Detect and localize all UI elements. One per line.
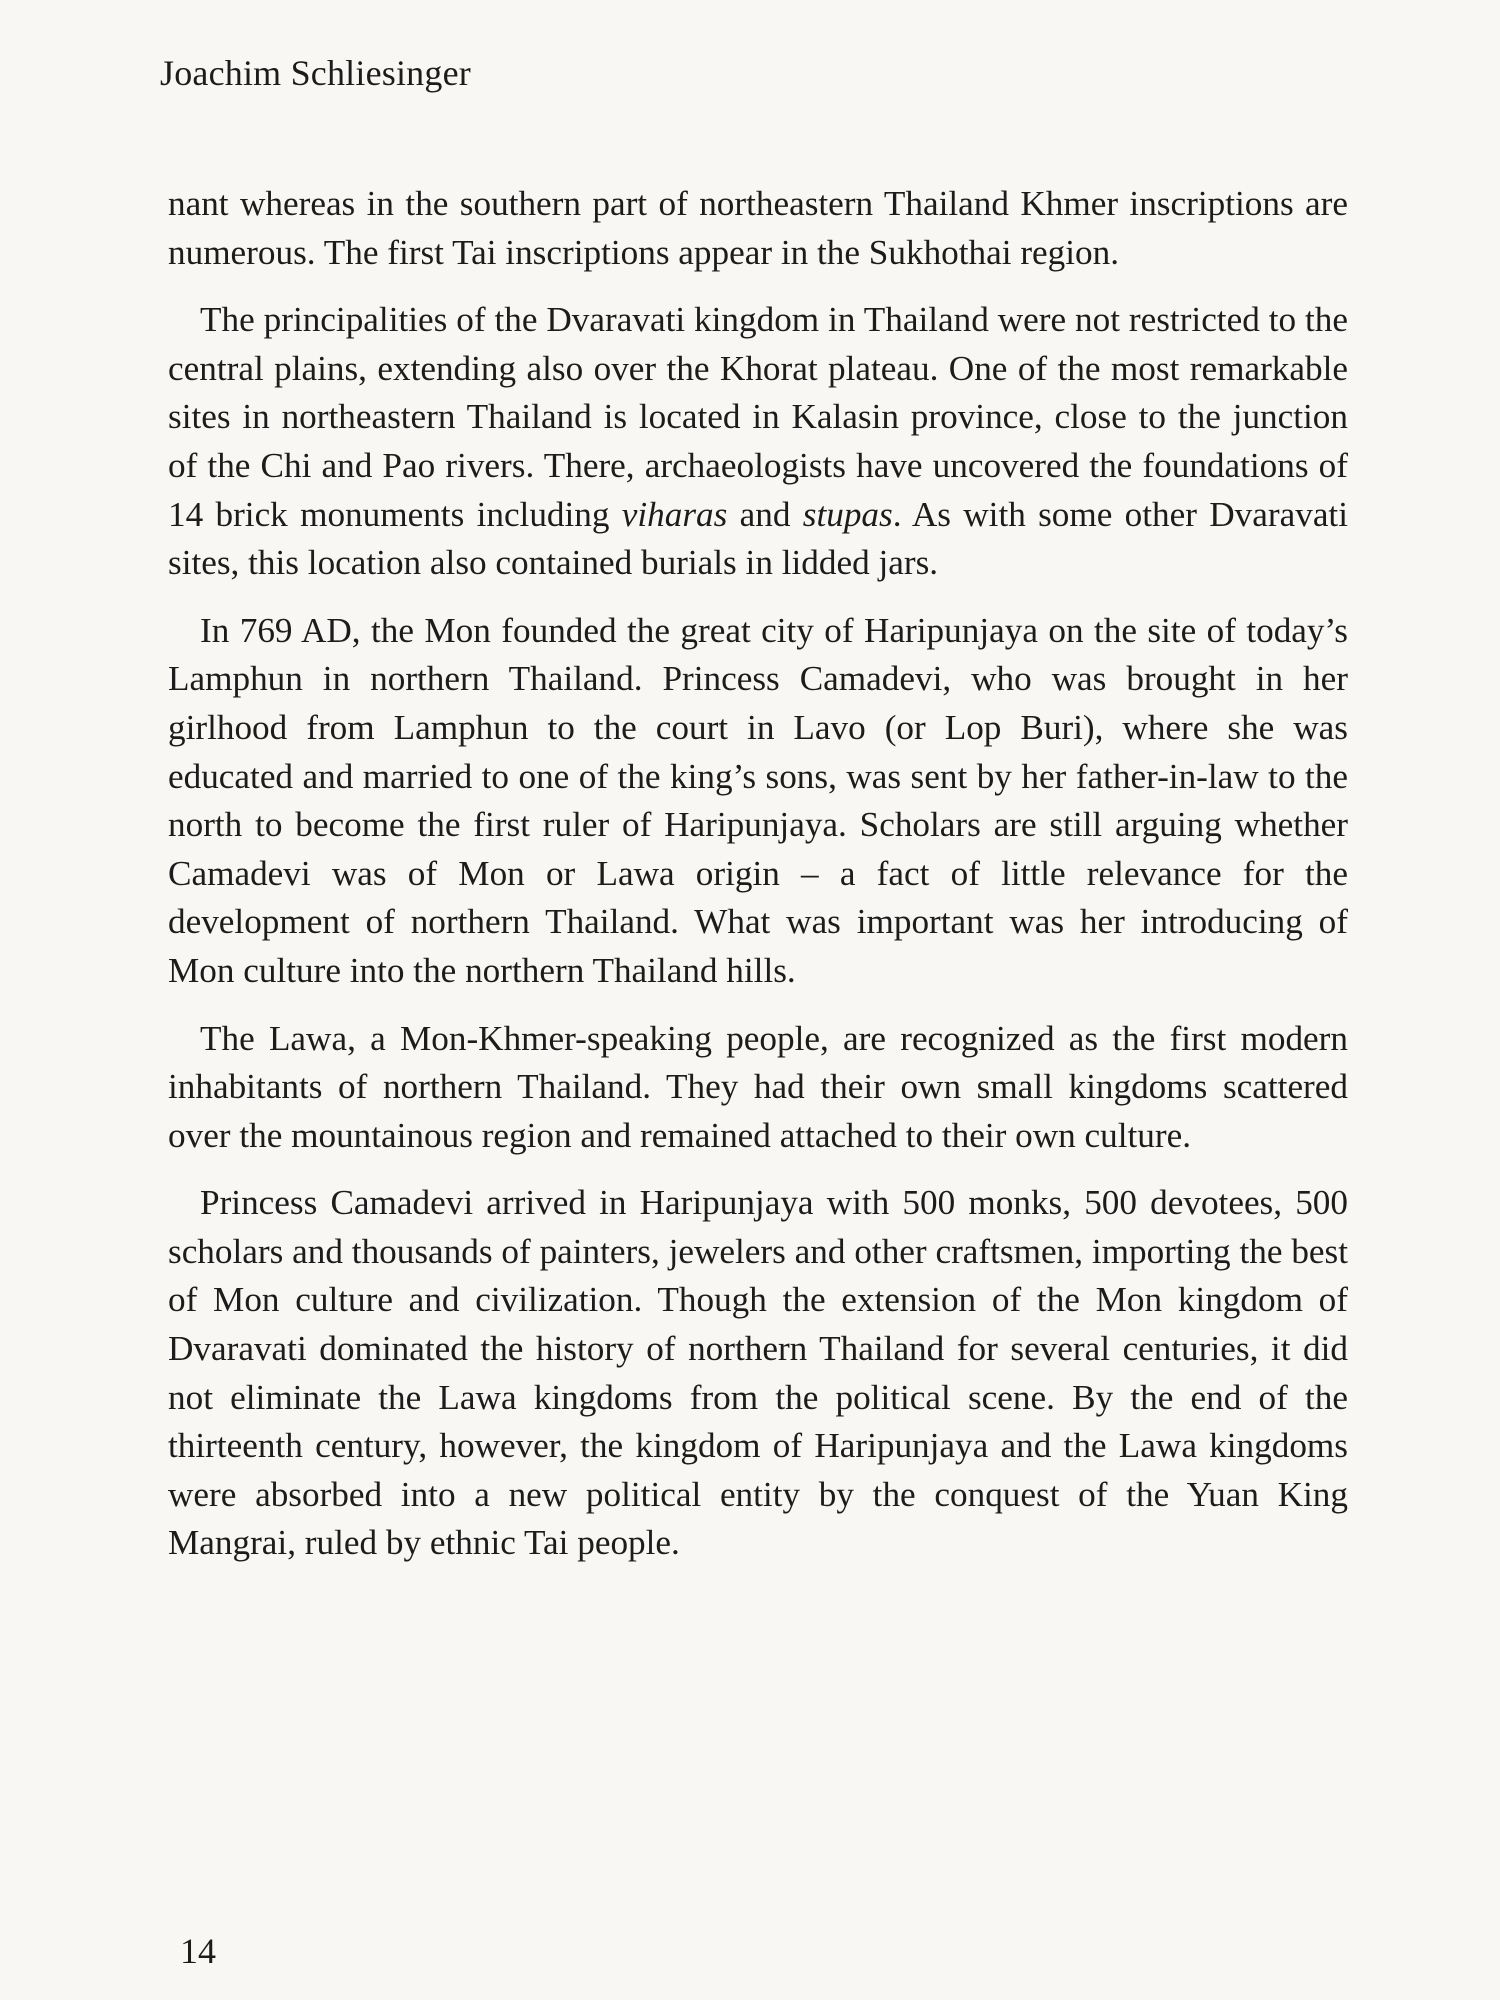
paragraph-5: Princess Camadevi arrived in Haripunjaya with 500 monks, 500 devotees, 500 scholars and thousands of painters, jewelers and other craftsmen, importing the best of Mon culture and civilization. Though the extension of the Mon kingdom of Dvaravati dominated the history of northern Thailand for several centuries, it did not eliminate the Lawa kingdoms from the political scene. By the end of the thirteenth century, however, the kingdom of Haripunjaya and the Lawa kingdoms were absorbed into a new political entity by the conquest of the Yuan King Mangrai, ruled by ethnic Tai people. (168, 1183, 1348, 1563)
paragraph-3: In 769 AD, the Mon founded the great city of Haripunjaya on the site of today’s Lamphun in northern Thailand. Princess Camadevi, who was brought in her girlhood from Lamphun to the court in Lavo (or Lop Buri), where she was educated and married to one of the king’s sons, was sent by her father-in-law to the north to become the first ruler of Haripunjaya. Scholars are still arguing whether Camadevi was of Mon or Lawa origin – a fact of little relevance for the development of northern Thailand. What was important was her introducing of Mon culture into the northern Thailand hills. (168, 610, 1348, 990)
paragraph-1: nant whereas in the southern part of northeastern Thailand Khmer inscriptions are numerous. The first Tai inscriptions appear in the Sukhothai region. (168, 184, 1348, 272)
body-text (168, 180, 1348, 1587)
paragraph-2-text-b: . As with some other Dvaravati sites, this location also contained burials in lidded jars. (168, 494, 1348, 583)
term-viharas: viharas (621, 494, 728, 534)
paragraph-2-text-a: The principalities of the Dvaravati kingdom in Thailand were not restricted to the central plains, extending also over the Khorat plateau. One of the most remarkable sites in northeastern Thailand is located in Kalasin province, close to the junction of the Chi and Pao rivers. There, archaeologists have uncovered the foundations of 14 brick monuments including (168, 300, 1348, 534)
page-number: 14 (180, 1931, 216, 1971)
paragraph-4: The Lawa, a Mon-Khmer-speaking people, are recognized as the first modern inhabitants of northern Thailand. They had their own small kingdoms scattered over the mountainous region and remained attached to their own culture. (168, 1018, 1348, 1155)
term-stupas: stupas (802, 494, 893, 534)
running-head-author: Joachim Schliesinger (160, 53, 471, 93)
paragraph-2 (168, 296, 1348, 588)
paragraph-2-and: and (727, 494, 803, 534)
